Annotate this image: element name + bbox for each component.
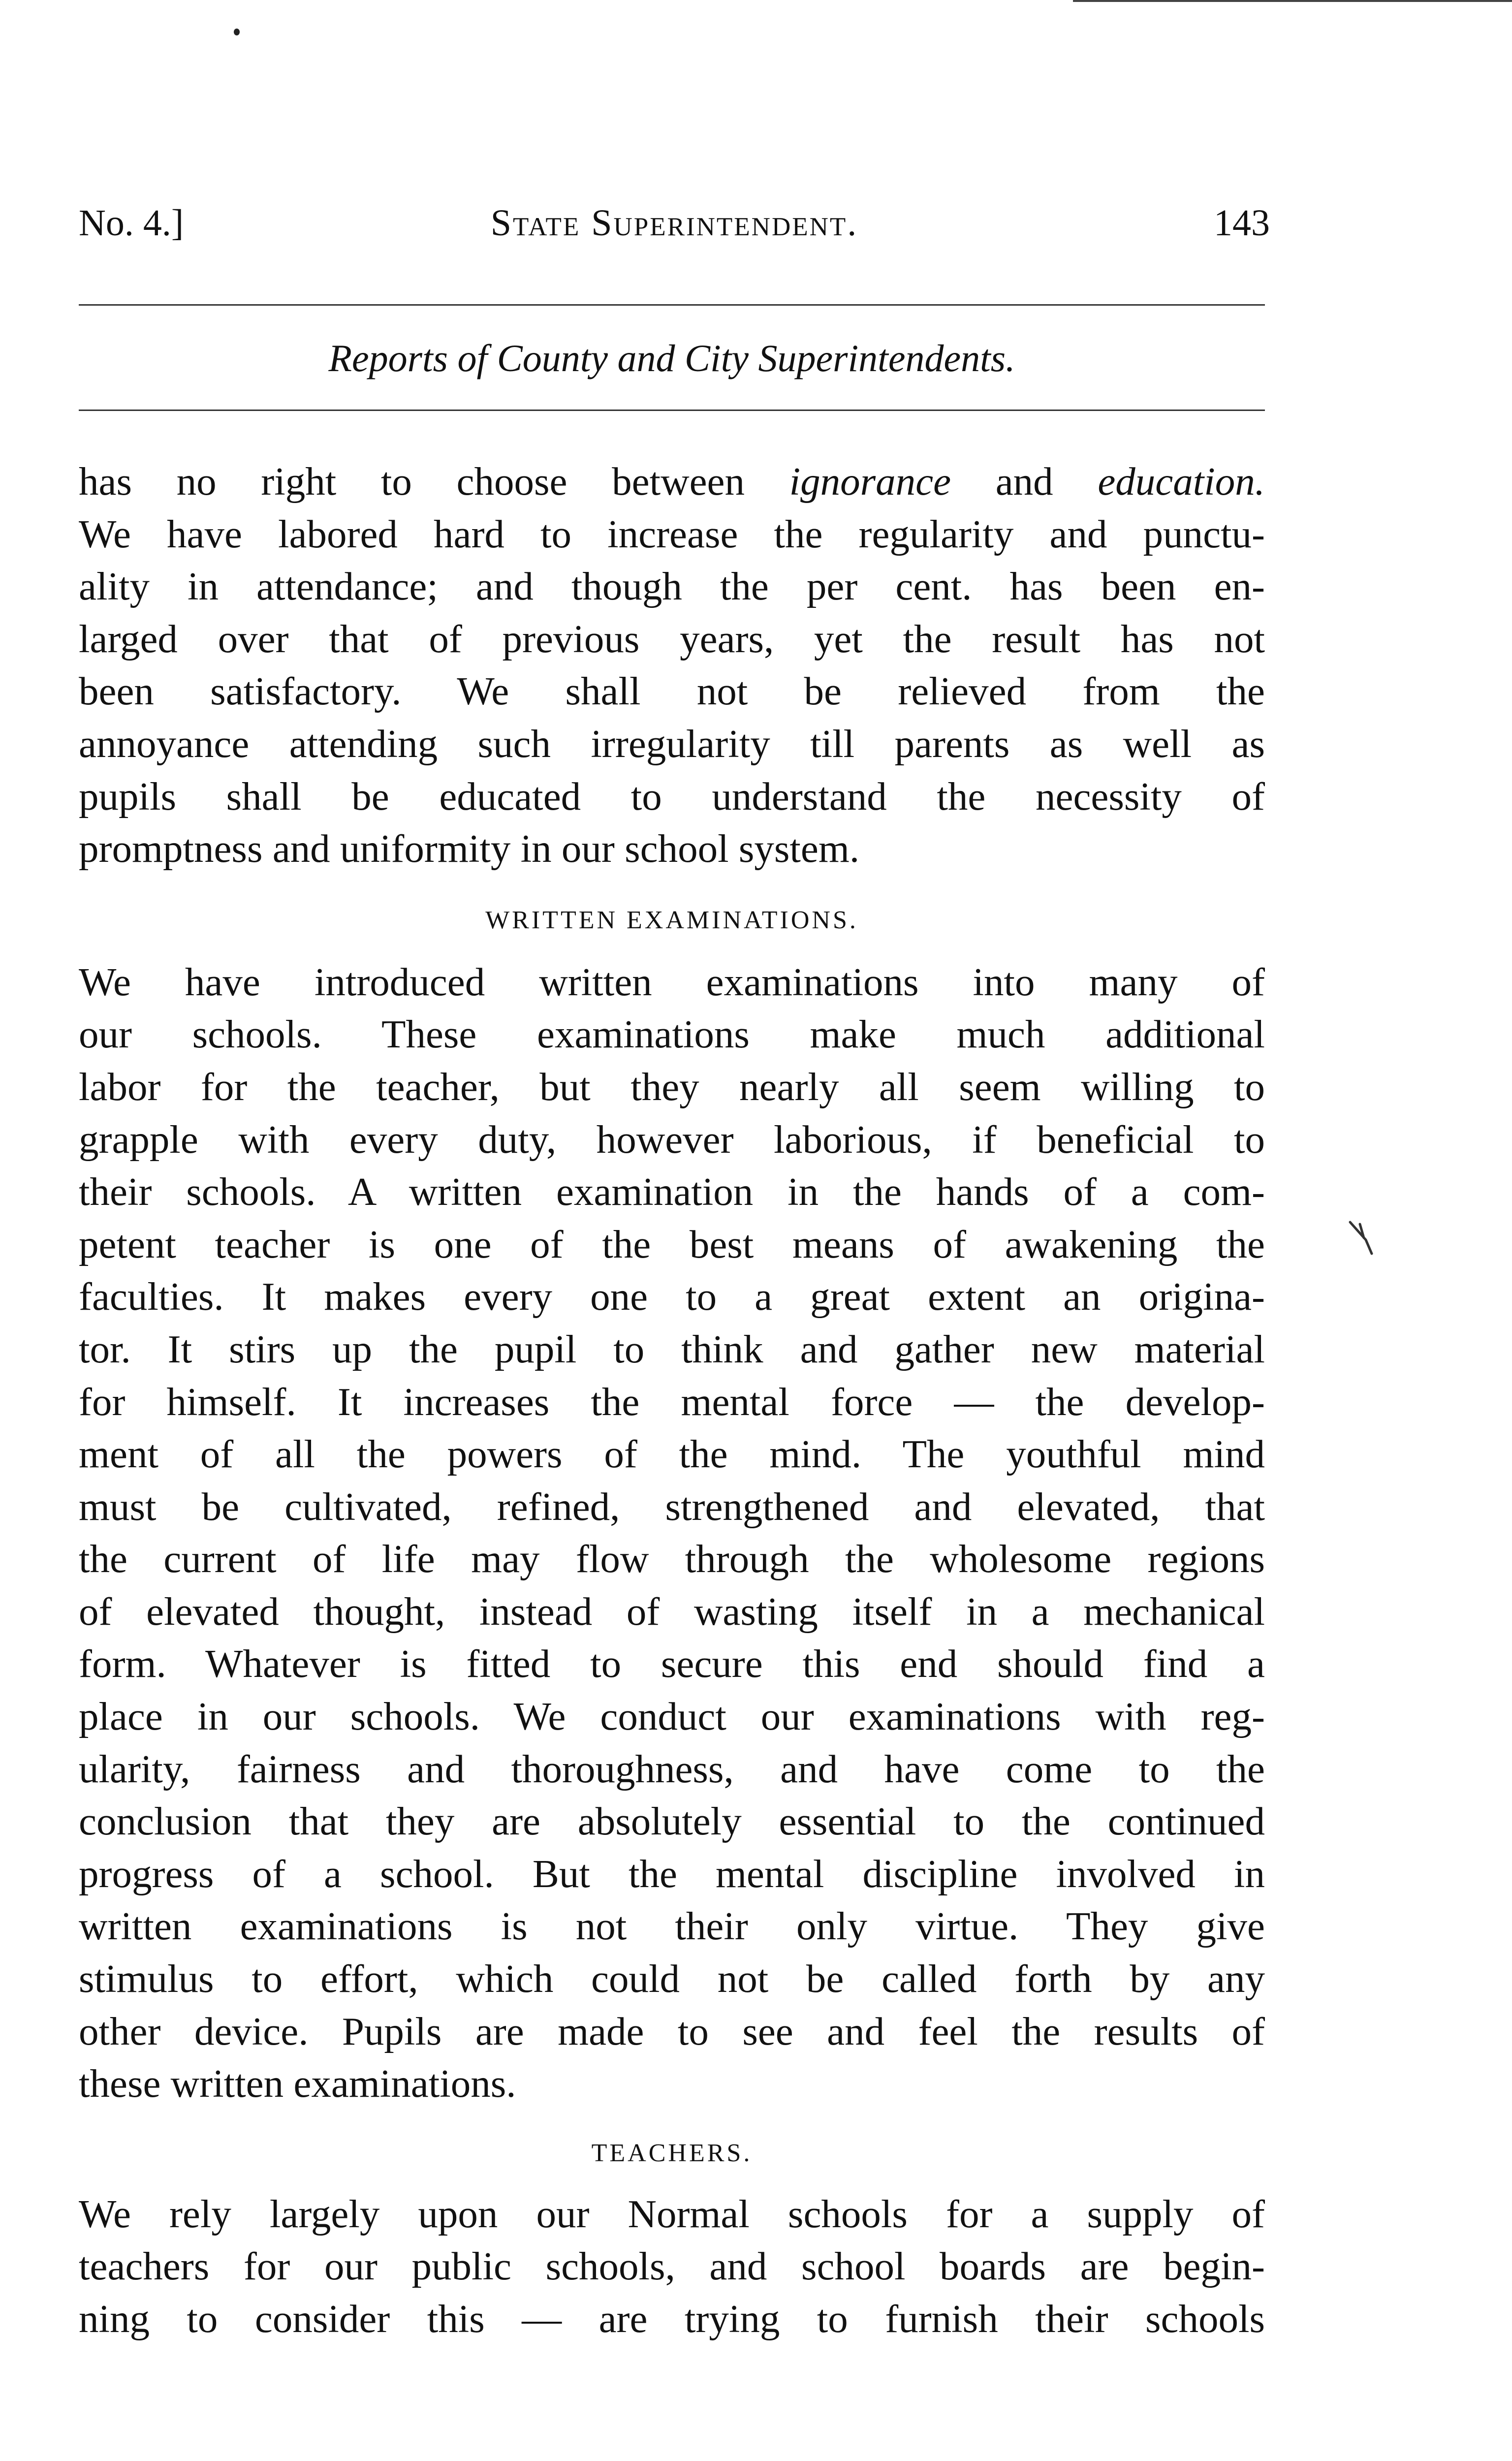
text-line: ment of all the powers of the mind. The youthful mind: [79, 1432, 1265, 1477]
text-line: ning to consider this — are trying to furnish their schools: [79, 2297, 1265, 2341]
text-line: We rely largely upon our Normal schools for a supply of: [79, 2191, 1265, 2236]
heading-written-examinations: WRITTEN EXAMINATIONS.: [485, 906, 858, 934]
text-line: place in our schools. We conduct our examinations with reg-: [79, 1694, 1265, 1739]
top-rule: [79, 304, 1265, 306]
text-line: the current of life may flow through the wholesome regions: [79, 1537, 1265, 1581]
ink-speck: [234, 29, 240, 35]
text-line: form. Whatever is fitted to secure this end should find a: [79, 1641, 1265, 1686]
text-line: teachers for our public schools, and school boards are begin-: [79, 2244, 1265, 2289]
text-line: our schools. These examinations make much additional: [79, 1012, 1265, 1057]
text-line: faculties. It makes every one to a great extent an origina-: [79, 1274, 1265, 1319]
page-edge-line: [1073, 0, 1512, 2]
text-line: grapple with every duty, however laborious, if beneficial to: [79, 1117, 1265, 1162]
text-line: tor. It stirs up the pupil to think and gather new material: [79, 1326, 1265, 1371]
page-number: 143: [1214, 202, 1270, 244]
text-line: of elevated thought, instead of wasting itself in a mechanical: [79, 1589, 1265, 1634]
section-subheading: Reports of County and City Superintendents.: [328, 337, 1015, 379]
text-line: conclusion that they are absolutely essential to the continued: [79, 1799, 1265, 1844]
text-line: has no right to choose between ignorance and education.: [79, 459, 1265, 504]
report-number: No. 4.]: [79, 202, 184, 244]
body-text: [79, 455, 1265, 2345]
text-line: We have introduced written examinations into many of: [79, 959, 1265, 1004]
paragraph-teachers: [79, 2188, 1265, 2345]
text-line: these written examinations.: [79, 2061, 516, 2106]
text-line: promptness and uniformity in our school system.: [79, 826, 860, 871]
emphasized-word: education.: [1098, 459, 1265, 504]
pencil-check-mark: [1346, 1218, 1381, 1258]
text-line: labor for the teacher, but they nearly all seem willing to: [79, 1064, 1265, 1109]
paragraph-written-examinations: [79, 956, 1265, 2110]
text-line: larged over that of previous years, yet the result has not: [79, 616, 1265, 661]
text-line: ality in attendance; and though the per cent. has been en-: [79, 564, 1265, 609]
text-line: must be cultivated, refined, strengthened and elevated, that: [79, 1484, 1265, 1529]
text-line: their schools. A written examination in the hands of a com-: [79, 1169, 1265, 1214]
text-line: annoyance attending such irregularity till parents as well as: [79, 721, 1265, 766]
text-line: written examinations is not their only virtue. They give: [79, 1904, 1265, 1949]
text-line: We have labored hard to increase the regularity and punctu-: [79, 511, 1265, 556]
running-head: [79, 196, 1270, 250]
text-line: other device. Pupils are made to see and feel the results of: [79, 2009, 1265, 2053]
text-line: been satisfactory. We shall not be relieved from the: [79, 669, 1265, 714]
heading-teachers: TEACHERS.: [591, 2139, 753, 2167]
text-line: stimulus to effort, which could not be called forth by any: [79, 1956, 1265, 2001]
emphasized-word: ignorance: [789, 459, 951, 504]
text-line: ularity, fairness and thoroughness, and have come to the: [79, 1746, 1265, 1791]
text-line: for himself. It increases the mental force — the develop-: [79, 1379, 1265, 1424]
text-line: progress of a school. But the mental discipline involved in: [79, 1851, 1265, 1896]
running-title: State Superintendent.: [490, 202, 858, 244]
bottom-rule: [79, 410, 1265, 411]
text-line: petent teacher is one of the best means of awakening the: [79, 1222, 1265, 1266]
paragraph-intro: [79, 455, 1265, 875]
text-line: pupils shall be educated to understand the necessity of: [79, 774, 1265, 819]
